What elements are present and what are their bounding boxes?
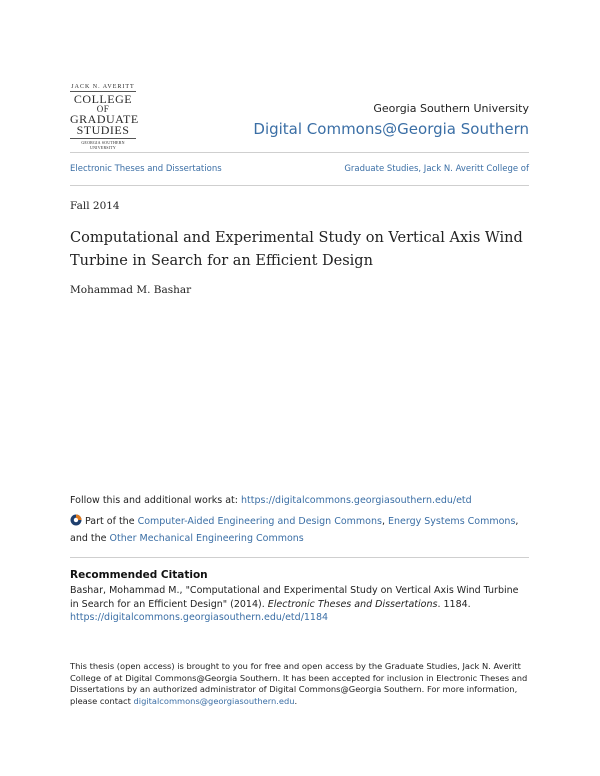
commons-link-1[interactable]: Computer-Aided Engineering and Design Commons (137, 516, 382, 527)
access-notice (70, 661, 530, 707)
publication-date: Fall 2014 (70, 200, 120, 212)
collection-link[interactable]: Electronic Theses and Dissertations (70, 164, 222, 174)
follow-prefix: Follow this and additional works at: (70, 495, 241, 506)
part-of-line (70, 513, 530, 547)
repository-link[interactable]: Digital Commons@Georgia Southern (253, 120, 529, 138)
university-name: Georgia Southern University (373, 102, 529, 115)
notice-end: . (294, 695, 298, 706)
logo-line-3: OF (96, 104, 110, 114)
citation-divider (70, 557, 529, 558)
logo-line-1: JACK N. AVERITT (71, 84, 135, 90)
top-divider (70, 152, 529, 153)
citation-number: . 1184. (437, 598, 471, 610)
logo-line-2: COLLEGE (73, 92, 133, 106)
author-name: Mohammad M. Bashar (70, 284, 192, 296)
college-link[interactable]: Graduate Studies, Jack N. Averitt College of (344, 164, 529, 174)
commons-link-3[interactable]: Other Mechanical Engineering Commons (109, 533, 304, 544)
paper-title: Computational and Experimental Study on Vertical Axis Wind Turbine in Search for an Efficient Design (70, 230, 523, 269)
notice-body: This thesis (open access) is brought to you for free and open access by the Graduate Studies, Jack N. Averitt College of at Digital Commons@Georgia Southern. It has been accepted for inclusion in Electronic Theses and Dissertations by an authorized administrator of Digital Commons@Georgia Southern. For more information, please contact (70, 661, 528, 706)
follow-line (70, 495, 530, 506)
part-of-sep: , (381, 516, 388, 527)
contact-email-link[interactable]: digitalcommons@georgiasouthern.edu (133, 695, 295, 706)
logo-line-5: STUDIES (76, 123, 130, 137)
college-logo (70, 84, 139, 150)
follow-url-link[interactable]: https://digitalcommons.georgiasouthern.edu/etd (241, 495, 472, 506)
part-of-and: , and the (70, 516, 519, 544)
network-icon (70, 514, 82, 526)
citation-text (70, 584, 530, 625)
logo-line-6: GEORGIA SOUTHERN UNIVERSITY (70, 138, 136, 150)
citation-heading: Recommended Citation (70, 569, 208, 581)
citation-series: Electronic Theses and Dissertations (267, 598, 438, 610)
logo-line-4: GRADUATE (70, 112, 139, 126)
citation-body: Bashar, Mohammad M., "Computational and Experimental Study on Vertical Axis Wind Turbine in Search for an Efficient Design" (2014). (70, 585, 519, 610)
breadcrumb-divider (70, 185, 529, 186)
part-of-prefix: Part of the (85, 516, 138, 527)
commons-link-2[interactable]: Energy Systems Commons (387, 516, 516, 527)
citation-url-link[interactable]: https://digitalcommons.georgiasouthern.edu/etd/1184 (70, 612, 329, 623)
